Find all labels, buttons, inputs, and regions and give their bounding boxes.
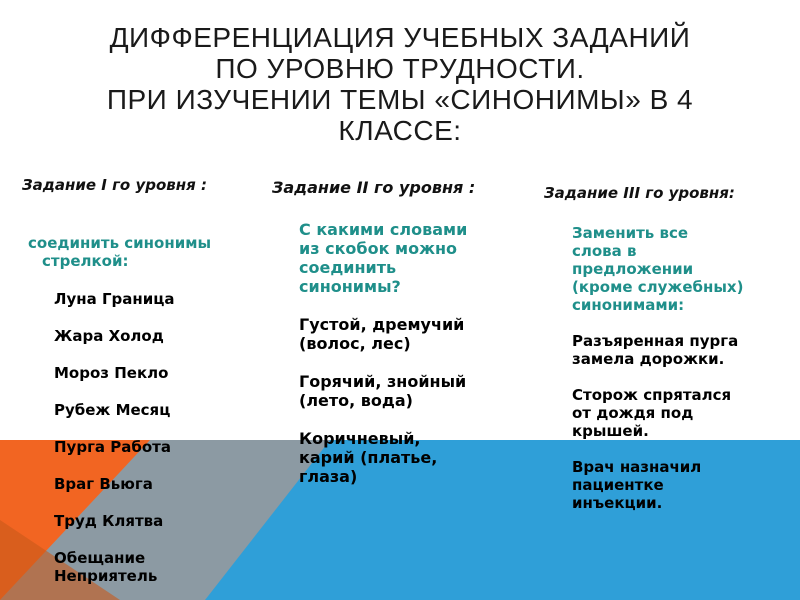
level3-sentence-line: пациентке — [572, 476, 664, 494]
level2-question-line: соединить — [299, 258, 397, 277]
word-pairs-list — [54, 290, 174, 585]
level3-sentence-line: замела дорожки. — [572, 350, 725, 368]
level3-instruction-line: предложении — [572, 260, 694, 278]
level2-question — [299, 220, 539, 296]
level3-instruction-line: слова в — [572, 242, 637, 260]
level3-sentence-line: Сторож спрятался — [572, 386, 732, 404]
level3-heading: Задание III го уровня: — [544, 184, 735, 202]
level3-sentence-line: инъекции. — [572, 494, 663, 512]
word-pair: Луна Граница — [54, 290, 175, 308]
level2-column — [272, 178, 532, 486]
level3-body — [572, 224, 800, 512]
level1-heading: Задание I го уровня : — [22, 176, 207, 194]
level3-sentence — [572, 458, 800, 512]
level2-heading: Задание II го уровня : — [272, 178, 476, 197]
level3-instruction-line: Заменить все — [572, 224, 689, 242]
level2-question-line: синонимы? — [299, 277, 401, 296]
level2-question-line: из скобок можно — [299, 239, 458, 258]
level3-sentence-line: Врач назначил — [572, 458, 702, 476]
level2-body — [299, 220, 539, 486]
level2-item-line: (волос, лес) — [299, 334, 411, 353]
level2-item-line: глаза) — [299, 467, 358, 486]
level2-item — [299, 315, 539, 353]
title-line-3: ПРИ ИЗУЧЕНИИ ТЕМЫ «СИНОНИМЫ» В 4 — [106, 84, 694, 115]
title-line-4: КЛАССЕ: — [338, 115, 462, 146]
level2-item-line: Горячий, знойный — [299, 372, 467, 391]
level3-sentence-line: от дождя под — [572, 404, 694, 422]
level2-item-line: Коричневый, — [299, 429, 421, 448]
title-line-2: ПО УРОВНЮ ТРУДНОСТИ. — [215, 53, 585, 84]
level2-item — [299, 429, 539, 486]
word-pair: Обещание — [54, 549, 146, 567]
slide-title — [60, 22, 740, 146]
level3-sentence — [572, 386, 800, 440]
level3-sentence-line: крышей. — [572, 422, 649, 440]
word-pair: Жара Холод — [54, 327, 164, 345]
level3-sentence — [572, 332, 800, 368]
level3-column — [544, 184, 800, 512]
level1-instruction-line: соединить синонимы — [28, 234, 212, 252]
word-pair: Неприятель — [54, 567, 158, 585]
word-pair: Труд Клятва — [54, 512, 164, 530]
level2-item-line: Густой, дремучий — [299, 315, 465, 334]
level3-instruction — [572, 224, 800, 314]
level1-column — [22, 176, 282, 585]
level2-item — [299, 372, 539, 410]
title-line-1: ДИФФЕРЕНЦИАЦИЯ УЧЕБНЫХ ЗАДАНИЙ — [109, 22, 691, 53]
level3-instruction-line: синонимами: — [572, 296, 685, 314]
level3-sentence-line: Разъяренная пурга — [572, 332, 739, 350]
word-pair: Рубеж Месяц — [54, 401, 171, 419]
level2-item-line: карий (платье, — [299, 448, 438, 467]
level2-question-line: С какими словами — [299, 220, 468, 239]
word-pair: Враг Вьюга — [54, 475, 153, 493]
level3-instruction-line: (кроме служебных) — [572, 278, 744, 296]
word-pair: Пурга Работа — [54, 438, 171, 456]
level1-instruction — [28, 234, 278, 270]
word-pair: Мороз Пекло — [54, 364, 169, 382]
level1-instruction-line: стрелкой: — [42, 252, 129, 270]
level2-item-line: (лето, вода) — [299, 391, 413, 410]
